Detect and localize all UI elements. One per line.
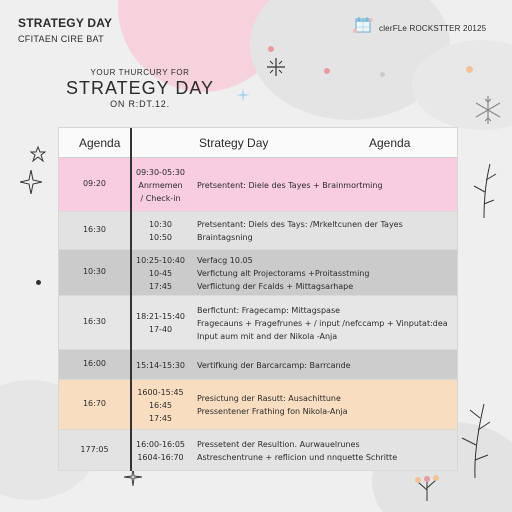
subtime-line: 17-40 bbox=[148, 325, 173, 334]
row-subtimes bbox=[132, 166, 189, 205]
subtime-line: 16:00-16:05 bbox=[136, 439, 185, 449]
row-activities bbox=[197, 392, 459, 418]
brand-subtitle: CFITAEN CIRE BAT bbox=[18, 34, 104, 44]
subtime-line: 10:50 bbox=[148, 233, 173, 242]
activity-line: Astreschentrune + reflicion und nnquette Schritte bbox=[197, 452, 398, 462]
table-row bbox=[59, 350, 457, 380]
row-time: 10:30 bbox=[82, 267, 107, 276]
branch-icon-right bbox=[464, 160, 504, 220]
activity-line: Input aum mit and der Nikola -Anja bbox=[197, 331, 338, 341]
activity-line: Berfictunt: Fragecamp: Mittagspase bbox=[197, 305, 341, 315]
small-sparkle-icon bbox=[236, 88, 250, 102]
activity-line: Braintagsning bbox=[197, 233, 253, 242]
row-time: 09:20 bbox=[82, 179, 107, 188]
table-row bbox=[59, 158, 457, 212]
subtime-line: 10:30 bbox=[148, 220, 173, 229]
hero-kicker: YOUR THURCURY FOR bbox=[90, 68, 190, 77]
row-activities bbox=[197, 179, 459, 192]
table-row bbox=[59, 296, 457, 350]
subtime-line: 16:45 bbox=[148, 400, 173, 410]
sparkle-icon-left bbox=[20, 170, 42, 194]
subtime-line: 15:14-15:30 bbox=[136, 360, 185, 370]
activity-line: Presictung der Rasutt: Ausachittune bbox=[197, 394, 341, 403]
header-agenda-right: Agenda bbox=[369, 136, 411, 150]
activity-line: Pretsentant: Diels des Tays: /Mrkeltcunen der Tayes bbox=[197, 220, 403, 229]
table-row bbox=[59, 212, 457, 250]
pink-dot bbox=[268, 46, 274, 52]
row-activities bbox=[197, 304, 459, 343]
hero-title: STRATEGY DAY bbox=[65, 78, 215, 98]
row-subtimes bbox=[132, 218, 189, 244]
table-header bbox=[59, 128, 457, 158]
row-activities bbox=[197, 359, 459, 372]
row-subtimes bbox=[132, 438, 189, 464]
top-right-header bbox=[352, 16, 486, 40]
row-time: 16:70 bbox=[82, 399, 107, 408]
row-time: 177:05 bbox=[80, 444, 109, 454]
row-time: 16:30 bbox=[82, 225, 107, 234]
table-row bbox=[59, 380, 457, 430]
snowflake-icon bbox=[472, 94, 504, 126]
row-subtimes bbox=[132, 359, 189, 372]
activity-line: Fragecauns + Fragefrunes + / input /nefccamp + Vinputat:dea bbox=[197, 318, 448, 328]
subtime-line: 18:21-15:40 bbox=[136, 312, 185, 321]
subtime-line: / Check-in bbox=[140, 193, 181, 203]
star-icon bbox=[30, 146, 46, 162]
calendar-icon bbox=[352, 16, 374, 40]
header-strategy-day: Strategy Day bbox=[199, 136, 269, 150]
top-right-label: clerFLe ROCKSTTER 20125 bbox=[379, 23, 487, 33]
activity-line: Vertifkung der Barcarcamp: Barrcande bbox=[197, 360, 351, 370]
row-time: 16:30 bbox=[82, 317, 107, 326]
hero bbox=[60, 68, 220, 109]
grey-dot bbox=[380, 72, 385, 77]
flower-sprig-icon bbox=[410, 468, 444, 502]
pink-dot-2 bbox=[324, 68, 330, 74]
row-subtimes bbox=[132, 310, 189, 336]
subtime-line: 17:45 bbox=[148, 281, 173, 291]
activity-line: Pressentener Frathing fon Nikola-Anja bbox=[197, 407, 348, 416]
subtime-line: 09:30-05:30 bbox=[136, 167, 185, 177]
hero-date: ON R:DT.12. bbox=[110, 99, 170, 109]
activity-line: Pressetent der Resultion. Aurwauelrunes bbox=[197, 439, 360, 449]
activity-line: Pretsentent: Diele des Tayes + Brainmortming bbox=[197, 180, 383, 190]
sparkle-icon bbox=[265, 56, 287, 78]
activity-line: Verflictung der Fcalds + Mittagsarhape bbox=[197, 281, 354, 291]
subtime-line: Anrmemen bbox=[138, 180, 183, 190]
activity-line: Verfacg 10.05 bbox=[197, 255, 253, 265]
black-dot bbox=[36, 280, 41, 285]
agenda-table bbox=[58, 127, 458, 470]
column-divider bbox=[130, 128, 132, 471]
table-row bbox=[59, 430, 457, 471]
subtime-line: 17:45 bbox=[148, 413, 173, 423]
peach-dot bbox=[466, 66, 473, 73]
subtime-line: 1600-15:45 bbox=[137, 387, 184, 397]
table-row bbox=[59, 250, 457, 296]
subtime-line: 10-45 bbox=[148, 268, 173, 278]
row-activities bbox=[197, 218, 459, 244]
activity-line: Verfictung alt Projectorams +Proitasstming bbox=[197, 268, 370, 278]
row-time: 16:00 bbox=[82, 359, 107, 368]
subtime-line: 1604-16:70 bbox=[137, 452, 184, 462]
row-activities bbox=[197, 254, 459, 293]
brand bbox=[18, 16, 112, 44]
header-agenda-left: Agenda bbox=[79, 136, 121, 150]
row-subtimes bbox=[132, 386, 189, 425]
row-activities bbox=[197, 438, 459, 464]
brand-title: STRATEGY DAY bbox=[18, 16, 113, 30]
subtime-line: 10:25-10:40 bbox=[136, 255, 185, 265]
row-subtimes bbox=[132, 254, 189, 293]
